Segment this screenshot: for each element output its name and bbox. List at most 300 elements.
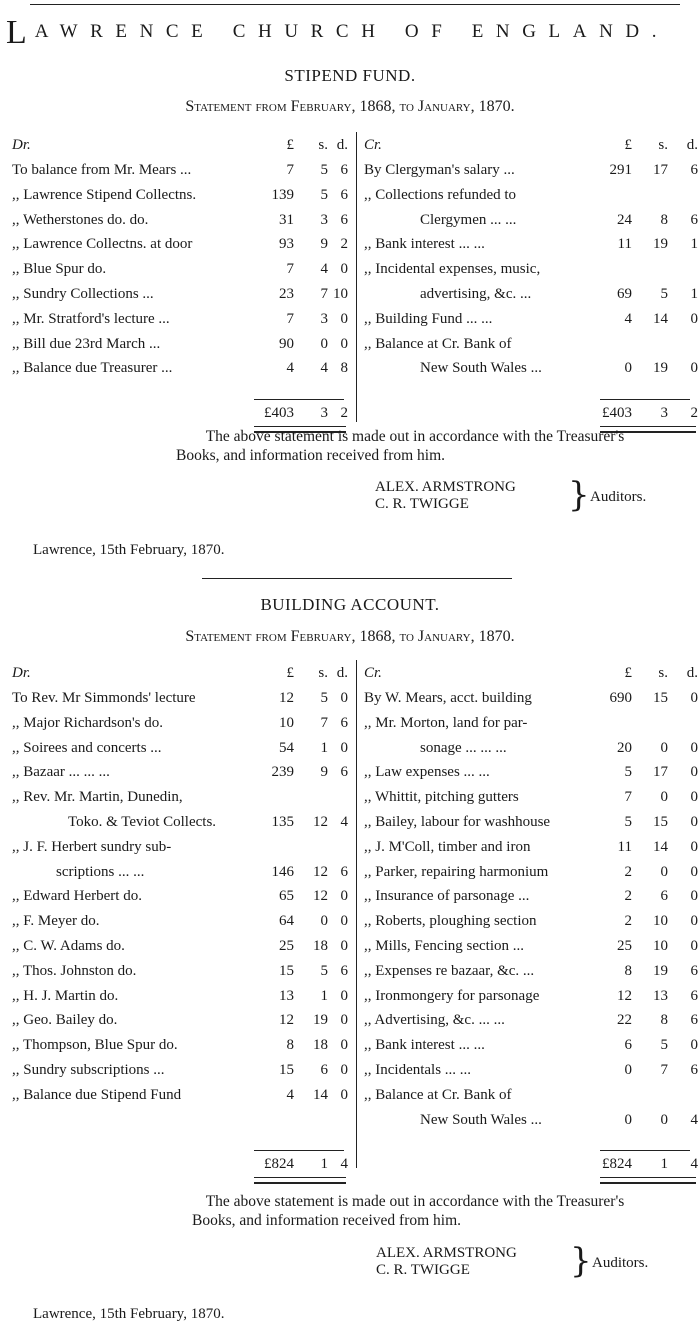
entry-shillings: 0 bbox=[660, 1111, 668, 1128]
entry-pence: 0 bbox=[690, 813, 698, 830]
entry-description: ,, Insurance of parsonage ... bbox=[364, 888, 530, 905]
entry-pounds: 12 bbox=[617, 987, 632, 1004]
entry-description: ,, Balance due Treasurer ... bbox=[12, 360, 173, 377]
entry-pounds: 20 bbox=[617, 739, 632, 756]
entry-shillings: 12 bbox=[313, 813, 328, 830]
entry-shillings: 5 bbox=[660, 1037, 668, 1054]
ledger-row bbox=[364, 785, 698, 810]
stipend-debit-total bbox=[12, 400, 356, 426]
entry-description: ,, Bailey, labour for washhouse bbox=[364, 813, 551, 830]
entry-pence: 0 bbox=[690, 1037, 698, 1054]
entry-pounds: 93 bbox=[279, 236, 294, 253]
entry-description: ,, Sundry subscriptions ... bbox=[12, 1061, 165, 1078]
auditor-name: C. R. TWIGGE bbox=[376, 1262, 470, 1278]
pence-header: d. bbox=[336, 137, 348, 153]
entry-description: ,, Lawrence Collectns. at door bbox=[12, 236, 193, 253]
entry-pence: 0 bbox=[340, 261, 348, 278]
total-pence: 4 bbox=[340, 1155, 348, 1172]
entry-description: ,, Edward Herbert do. bbox=[12, 888, 142, 905]
building-debit-rows bbox=[12, 686, 356, 1108]
stipend-credit-rows bbox=[364, 158, 698, 381]
entry-pounds: 4 bbox=[286, 360, 294, 377]
entry-shillings: 5 bbox=[320, 690, 328, 706]
building-debit-column bbox=[12, 660, 356, 1177]
entry-shillings: 6 bbox=[660, 888, 668, 905]
entry-pounds: 12 bbox=[279, 1012, 294, 1029]
entry-description: ,, Bank interest ... ... bbox=[364, 1037, 485, 1054]
ledger-row bbox=[12, 760, 356, 785]
ledger-row bbox=[364, 332, 698, 357]
ledger-row bbox=[364, 884, 698, 909]
entry-description: ,, Balance at Cr. Bank of bbox=[364, 335, 512, 352]
entry-description: ,, Major Richardson's do. bbox=[12, 714, 164, 731]
entry-shillings: 15 bbox=[653, 690, 668, 706]
entry-shillings: 8 bbox=[660, 211, 668, 228]
entry-pence: 6 bbox=[340, 211, 348, 228]
note-line: Books, and information received from him. bbox=[176, 447, 446, 464]
dr-label: Dr. bbox=[12, 137, 31, 153]
entry-shillings: 18 bbox=[313, 937, 328, 954]
entry-pence: 0 bbox=[340, 1037, 348, 1054]
entry-pence: 6 bbox=[690, 962, 698, 979]
entry-shillings: 0 bbox=[660, 739, 668, 756]
entry-description: ,, Incidentals ... ... bbox=[364, 1061, 472, 1078]
ledger-row bbox=[364, 183, 698, 208]
entry-pence: 0 bbox=[690, 863, 698, 880]
entry-pence: 0 bbox=[340, 739, 348, 756]
entry-description: ,, Roberts, ploughing section bbox=[364, 913, 537, 930]
entry-shillings: 6 bbox=[320, 1061, 328, 1078]
building-subheading: Statement from February, 1868, to January, 1870. bbox=[185, 628, 515, 645]
entry-pence: 0 bbox=[340, 310, 348, 327]
entry-description: ,, Lawrence Stipend Collectns. bbox=[12, 186, 197, 203]
entry-pence: 6 bbox=[340, 962, 348, 979]
entry-shillings: 17 bbox=[653, 162, 668, 178]
entry-pence: 0 bbox=[340, 690, 348, 706]
entry-pence: 0 bbox=[690, 888, 698, 905]
entry-description: ,, Balance due Stipend Fund bbox=[12, 1086, 182, 1103]
entry-pounds: 7 bbox=[286, 162, 294, 178]
entry-pence: 2 bbox=[340, 236, 348, 253]
ledger-row bbox=[12, 785, 356, 810]
auditor-name: ALEX. ARMSTRONG bbox=[376, 1245, 517, 1261]
entry-description: ,, Thos. Johnston do. bbox=[12, 962, 137, 979]
ledger-row bbox=[364, 835, 698, 860]
double-rule bbox=[600, 1177, 696, 1184]
entry-pence: 0 bbox=[340, 335, 348, 352]
total-shillings: 3 bbox=[660, 405, 668, 422]
entry-description: New South Wales ... bbox=[420, 1111, 542, 1128]
stipend-subheading: Statement from February, 1868, to January, 1870. bbox=[185, 98, 515, 115]
total-shillings: 1 bbox=[320, 1155, 328, 1172]
entry-pounds: 54 bbox=[279, 739, 294, 756]
ledger-row bbox=[364, 158, 698, 183]
ledger-row bbox=[12, 356, 356, 381]
ledger-row bbox=[364, 810, 698, 835]
ledger-row bbox=[12, 257, 356, 282]
entry-pounds: 7 bbox=[286, 261, 294, 278]
entry-pounds: 0 bbox=[624, 1061, 632, 1078]
entry-description: ,, Ironmongery for parsonage bbox=[364, 987, 540, 1004]
entry-shillings: 19 bbox=[653, 360, 668, 377]
ledger-row bbox=[12, 1008, 356, 1033]
entry-pounds: 15 bbox=[279, 962, 294, 979]
entry-pounds: 2 bbox=[624, 913, 632, 930]
entry-pence: 6 bbox=[690, 1061, 698, 1078]
entry-description: ,, Bazaar ... ... ... bbox=[12, 764, 110, 781]
entry-description: ,, C. W. Adams do. bbox=[12, 937, 125, 954]
entry-pounds: 11 bbox=[617, 236, 632, 253]
entry-pence: 0 bbox=[340, 1061, 348, 1078]
ledger-row bbox=[364, 356, 698, 381]
entry-pounds: 139 bbox=[271, 186, 294, 203]
entry-pounds: 6 bbox=[624, 1037, 632, 1054]
entry-pounds: 7 bbox=[286, 310, 294, 327]
brace-icon: } bbox=[568, 475, 590, 515]
stipend-credit-total bbox=[364, 400, 698, 426]
entry-description: ,, Geo. Bailey do. bbox=[12, 1012, 118, 1029]
entry-pence: 6 bbox=[340, 764, 348, 781]
entry-shillings: 5 bbox=[320, 162, 328, 178]
ledger-row bbox=[364, 860, 698, 885]
ledger-row bbox=[364, 959, 698, 984]
entry-shillings: 7 bbox=[320, 285, 328, 302]
entry-pence: 6 bbox=[340, 863, 348, 880]
entry-shillings: 5 bbox=[320, 186, 328, 203]
entry-description: ,, Bill due 23rd March ... bbox=[12, 335, 161, 352]
pence-header: d. bbox=[686, 137, 698, 153]
entry-pounds: 146 bbox=[271, 863, 294, 880]
entry-description: ,, Mr. Morton, land for par- bbox=[364, 714, 528, 731]
ledger-row bbox=[12, 711, 356, 736]
entry-pounds: 64 bbox=[279, 913, 294, 930]
entry-description: By Clergyman's salary ... bbox=[364, 162, 515, 178]
entry-description: By W. Mears, acct. building bbox=[364, 690, 532, 706]
entry-description: ,, Mr. Stratford's lecture ... bbox=[12, 310, 170, 327]
entry-pence: 0 bbox=[340, 937, 348, 954]
entry-pounds: 23 bbox=[279, 285, 294, 302]
building-heading: BUILDING ACCOUNT. bbox=[260, 595, 440, 614]
pounds-header: £ bbox=[286, 665, 294, 681]
top-rule bbox=[30, 4, 680, 5]
shillings-header: s. bbox=[318, 665, 328, 681]
entry-description: ,, Sundry Collections ... bbox=[12, 285, 154, 302]
ledger-row bbox=[12, 232, 356, 257]
entry-shillings: 13 bbox=[653, 987, 668, 1004]
entry-pence: 0 bbox=[690, 764, 698, 781]
entry-pounds: 15 bbox=[279, 1061, 294, 1078]
entry-shillings: 12 bbox=[313, 888, 328, 905]
ledger-row bbox=[12, 1058, 356, 1083]
ledger-row bbox=[12, 282, 356, 307]
entry-description: New South Wales ... bbox=[420, 360, 542, 377]
section-rule bbox=[202, 578, 512, 579]
title-rest: AWRENCE CHURCH OF ENGLAND. bbox=[34, 21, 670, 42]
entry-shillings: 9 bbox=[320, 236, 328, 253]
entry-shillings: 19 bbox=[653, 962, 668, 979]
total-shillings: 1 bbox=[660, 1156, 668, 1173]
entry-pounds: 2 bbox=[624, 863, 632, 880]
shillings-header: s. bbox=[658, 665, 668, 681]
entry-pounds: 2 bbox=[624, 888, 632, 905]
entry-pence: 0 bbox=[690, 913, 698, 930]
stipend-divider bbox=[356, 132, 357, 422]
stipend-debit-rows bbox=[12, 158, 356, 381]
entry-pence: 6 bbox=[690, 162, 698, 178]
ledger-row bbox=[12, 736, 356, 761]
ledger-row bbox=[364, 711, 698, 736]
auditor-name: ALEX. ARMSTRONG bbox=[375, 479, 516, 495]
stipend-heading: STIPEND FUND. bbox=[284, 66, 416, 85]
building-note bbox=[130, 1192, 700, 1230]
entry-shillings: 17 bbox=[653, 764, 668, 781]
pence-header: d. bbox=[336, 665, 348, 681]
entry-pounds: 25 bbox=[279, 937, 294, 954]
ledger-row bbox=[12, 183, 356, 208]
entry-description: ,, Expenses re bazaar, &c. ... bbox=[364, 962, 535, 979]
entry-shillings: 14 bbox=[313, 1086, 328, 1103]
entry-description: ,, F. Meyer do. bbox=[12, 913, 100, 930]
total-pence: 4 bbox=[690, 1156, 698, 1173]
entry-pence: 0 bbox=[340, 913, 348, 930]
pounds-header: £ bbox=[624, 665, 632, 681]
ledger-row bbox=[12, 158, 356, 183]
entry-description: To Rev. Mr Simmonds' lecture bbox=[12, 690, 196, 706]
ledger-row bbox=[364, 1083, 698, 1108]
pounds-header: £ bbox=[286, 137, 294, 153]
entry-shillings: 14 bbox=[653, 838, 668, 855]
entry-shillings: 5 bbox=[660, 285, 668, 302]
ledger-row bbox=[12, 959, 356, 984]
building-credit-rows bbox=[364, 686, 698, 1132]
entry-shillings: 14 bbox=[653, 310, 668, 327]
note-line: The above statement is made out in accordance with the Treasurer's bbox=[205, 428, 625, 445]
entry-shillings: 8 bbox=[660, 1012, 668, 1029]
entry-pounds: 31 bbox=[279, 211, 294, 228]
ledger-row bbox=[364, 232, 698, 257]
entry-shillings: 1 bbox=[320, 739, 328, 756]
entry-pounds: 5 bbox=[624, 813, 632, 830]
ledger-row bbox=[12, 686, 356, 711]
entry-pence: 1 bbox=[690, 236, 698, 253]
entry-shillings: 3 bbox=[320, 310, 328, 327]
entry-description: ,, Bank interest ... ... bbox=[364, 236, 485, 253]
ledger-row bbox=[12, 307, 356, 332]
building-divider bbox=[356, 660, 357, 1168]
entry-description: ,, Parker, repairing harmonium bbox=[364, 863, 549, 880]
total-pounds: £403 bbox=[602, 405, 632, 422]
entry-shillings: 12 bbox=[313, 863, 328, 880]
entry-shillings: 4 bbox=[320, 360, 328, 377]
entry-pounds: 24 bbox=[617, 211, 632, 228]
entry-pence: 8 bbox=[340, 360, 348, 377]
entry-pounds: 0 bbox=[624, 360, 632, 377]
entry-pounds: 7 bbox=[624, 789, 632, 806]
entry-pence: 0 bbox=[340, 1012, 348, 1029]
entry-shillings: 10 bbox=[653, 937, 668, 954]
entry-pence: 6 bbox=[690, 987, 698, 1004]
shillings-header: s. bbox=[658, 137, 668, 153]
ledger-row bbox=[12, 332, 356, 357]
entry-shillings: 19 bbox=[313, 1012, 328, 1029]
ledger-row bbox=[364, 1033, 698, 1058]
ledger-row bbox=[12, 934, 356, 959]
entry-pounds: 25 bbox=[617, 937, 632, 954]
stipend-debit-column bbox=[12, 132, 356, 426]
entry-shillings: 5 bbox=[320, 962, 328, 979]
total-pence: 2 bbox=[340, 405, 348, 422]
entry-shillings: 19 bbox=[653, 236, 668, 253]
entry-pounds: 4 bbox=[624, 310, 632, 327]
entry-shillings: 0 bbox=[320, 913, 328, 930]
entry-shillings: 0 bbox=[660, 789, 668, 806]
entry-pounds: 12 bbox=[279, 690, 294, 706]
entry-description: ,, Soirees and concerts ... bbox=[12, 739, 162, 756]
stipend-place-date: Lawrence, 15th February, 1870. bbox=[33, 542, 225, 558]
entry-pounds: 22 bbox=[617, 1012, 632, 1029]
document-title bbox=[6, 14, 696, 52]
entry-pounds: 135 bbox=[271, 813, 294, 830]
entry-pence: 4 bbox=[690, 1111, 698, 1128]
entry-pounds: 11 bbox=[617, 838, 632, 855]
entry-pence: 4 bbox=[340, 813, 348, 830]
building-credit-total bbox=[364, 1151, 698, 1177]
entry-description: ,, Building Fund ... ... bbox=[364, 310, 493, 327]
entry-pounds: 13 bbox=[279, 987, 294, 1004]
entry-description: advertising, &c. ... bbox=[420, 285, 532, 302]
entry-description: ,, Blue Spur do. bbox=[12, 261, 107, 278]
building-place-date: Lawrence, 15th February, 1870. bbox=[33, 1306, 225, 1322]
ledger-row bbox=[364, 282, 698, 307]
entry-description: ,, Wetherstones do. do. bbox=[12, 211, 149, 228]
building-credit-column bbox=[364, 660, 698, 1177]
cr-label: Cr. bbox=[364, 665, 382, 681]
total-shillings: 3 bbox=[320, 405, 328, 422]
entry-pounds: 0 bbox=[624, 1111, 632, 1128]
ledger-row bbox=[12, 1033, 356, 1058]
building-debit-total bbox=[12, 1151, 356, 1177]
brace-icon: } bbox=[570, 1241, 592, 1281]
pence-header: d. bbox=[686, 665, 698, 681]
ledger-row bbox=[12, 1083, 356, 1108]
entry-description: ,, H. J. Martin do. bbox=[12, 987, 119, 1004]
ledger-row bbox=[364, 208, 698, 233]
note-line: Books, and information received from him. bbox=[192, 1212, 462, 1229]
entry-pence: 0 bbox=[340, 987, 348, 1004]
entry-shillings: 15 bbox=[653, 813, 668, 830]
entry-pounds: 239 bbox=[271, 764, 294, 781]
entry-description: ,, Whittit, pitching gutters bbox=[364, 789, 519, 806]
entry-pence: 0 bbox=[690, 360, 698, 377]
ledger-row bbox=[12, 909, 356, 934]
entry-pence: 0 bbox=[340, 888, 348, 905]
shillings-header: s. bbox=[318, 137, 328, 153]
ledger-row bbox=[364, 257, 698, 282]
auditors-label: Auditors. bbox=[592, 1255, 649, 1271]
entry-shillings: 10 bbox=[653, 913, 668, 930]
entry-pence: 6 bbox=[690, 1012, 698, 1029]
entry-pounds: 65 bbox=[279, 888, 294, 905]
ledger-row bbox=[12, 208, 356, 233]
entry-shillings: 4 bbox=[320, 261, 328, 278]
entry-shillings: 9 bbox=[320, 764, 328, 781]
entry-pence: 10 bbox=[333, 285, 348, 302]
building-auditor-names bbox=[376, 1245, 517, 1279]
entry-pence: 6 bbox=[340, 186, 348, 203]
total-pence: 2 bbox=[690, 405, 698, 422]
entry-shillings: 7 bbox=[660, 1061, 668, 1078]
entry-pence: 6 bbox=[340, 162, 348, 178]
entry-pence: 0 bbox=[690, 838, 698, 855]
entry-pence: 0 bbox=[690, 690, 698, 706]
ledger-row bbox=[364, 760, 698, 785]
ledger-row bbox=[364, 736, 698, 761]
stipend-note bbox=[130, 427, 700, 465]
entry-pounds: 10 bbox=[279, 714, 294, 731]
double-rule bbox=[254, 1177, 346, 1184]
entry-pounds: 690 bbox=[609, 690, 632, 706]
ledger-row bbox=[12, 835, 356, 860]
entry-description: ,, Thompson, Blue Spur do. bbox=[12, 1037, 178, 1054]
ledger-row bbox=[364, 1108, 698, 1133]
ledger-row bbox=[364, 1008, 698, 1033]
entry-pence: 6 bbox=[340, 714, 348, 731]
ledger-row bbox=[12, 860, 356, 885]
ledger-row bbox=[364, 307, 698, 332]
ledger-row bbox=[364, 1058, 698, 1083]
entry-description: ,, Balance at Cr. Bank of bbox=[364, 1086, 512, 1103]
entry-description: ,, Law expenses ... ... bbox=[364, 764, 490, 781]
ledger-row bbox=[364, 686, 698, 711]
pounds-header: £ bbox=[624, 137, 632, 153]
entry-description: To balance from Mr. Mears ... bbox=[12, 162, 192, 178]
ledger-row bbox=[364, 909, 698, 934]
entry-pounds: 8 bbox=[286, 1037, 294, 1054]
cr-label: Cr. bbox=[364, 137, 382, 153]
entry-pounds: 8 bbox=[624, 962, 632, 979]
ledger-row bbox=[12, 984, 356, 1009]
entry-pounds: 69 bbox=[617, 285, 632, 302]
entry-description: ,, J. M'Coll, timber and iron bbox=[364, 838, 531, 855]
entry-pence: 1 bbox=[690, 285, 698, 302]
entry-pounds: 5 bbox=[624, 764, 632, 781]
entry-description: Toko. & Teviot Collects. bbox=[68, 813, 217, 830]
total-pounds: £403 bbox=[264, 405, 294, 422]
entry-description: ,, J. F. Herbert sundry sub- bbox=[12, 838, 172, 855]
entry-pence: 0 bbox=[690, 739, 698, 756]
entry-pounds: 90 bbox=[279, 335, 294, 352]
stipend-credit-column bbox=[364, 132, 698, 426]
entry-shillings: 0 bbox=[320, 335, 328, 352]
entry-description: ,, Collections refunded to bbox=[364, 186, 517, 203]
entry-description: ,, Advertising, &c. ... ... bbox=[364, 1012, 505, 1029]
entry-pence: 0 bbox=[690, 937, 698, 954]
entry-description: sonage ... ... ... bbox=[420, 739, 507, 756]
entry-shillings: 18 bbox=[313, 1037, 328, 1054]
entry-pounds: 291 bbox=[609, 162, 632, 178]
title-initial: L bbox=[6, 14, 27, 51]
entry-description: ,, Mills, Fencing section ... bbox=[364, 937, 524, 954]
entry-pounds: 4 bbox=[286, 1086, 294, 1103]
auditors-label: Auditors. bbox=[590, 489, 647, 505]
auditor-name: C. R. TWIGGE bbox=[375, 496, 469, 512]
entry-shillings: 7 bbox=[320, 714, 328, 731]
entry-shillings: 3 bbox=[320, 211, 328, 228]
entry-pence: 0 bbox=[690, 789, 698, 806]
entry-pence: 0 bbox=[340, 1086, 348, 1103]
stipend-auditor-names bbox=[375, 479, 516, 513]
ledger-row bbox=[364, 934, 698, 959]
